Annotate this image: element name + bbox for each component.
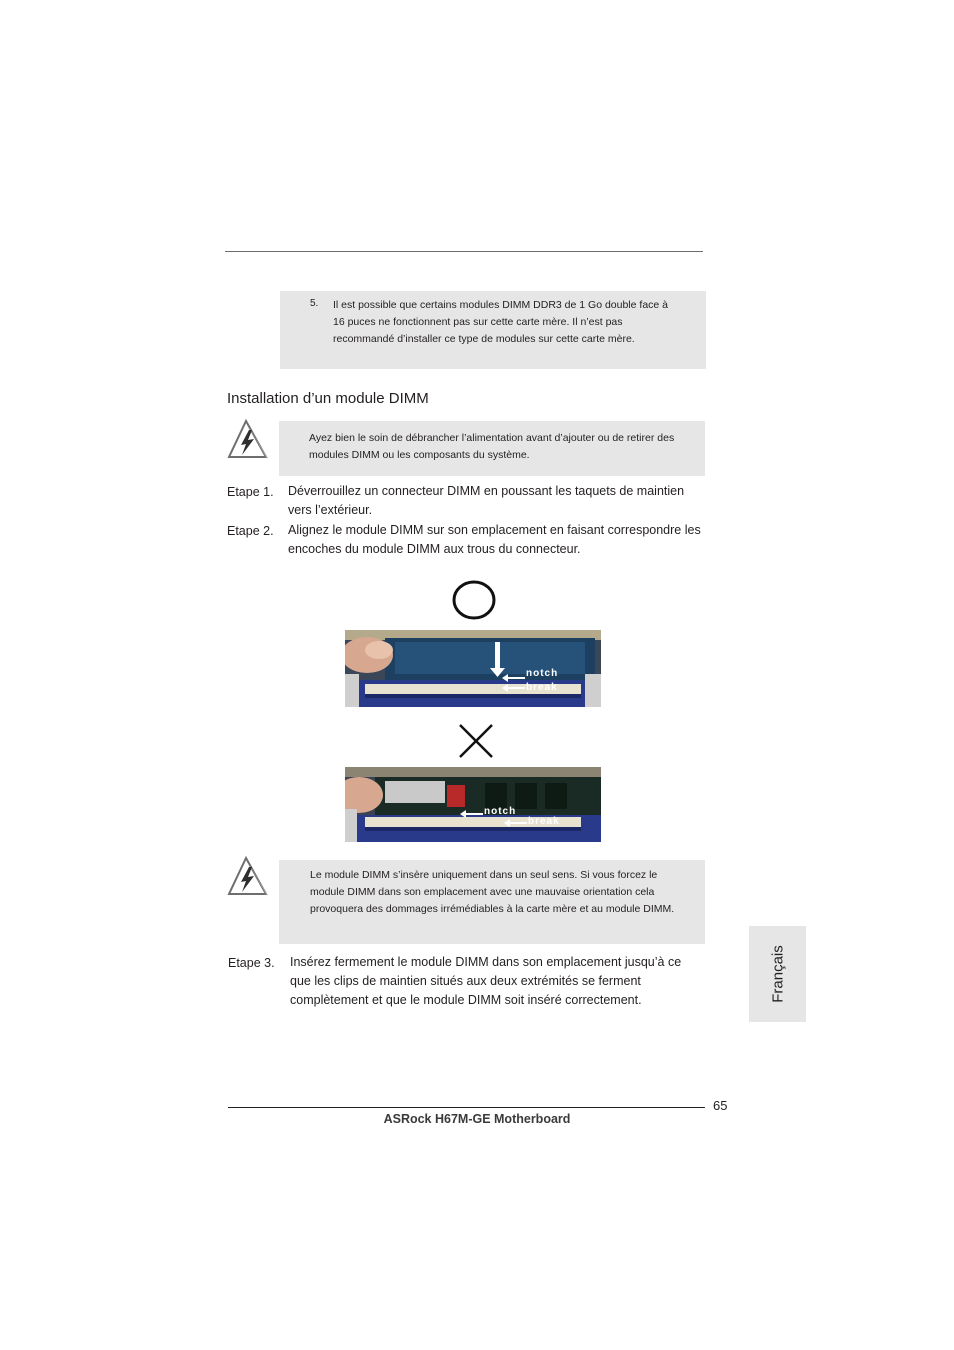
step-1-label: Etape 1. (227, 485, 274, 499)
top-rule (225, 251, 703, 252)
step-1-text: Déverrouillez un connecteur DIMM en poussant les taquets de maintien vers l’extérieur. (288, 484, 685, 517)
language-tab (749, 926, 806, 1022)
warning-icon (226, 419, 268, 459)
warning-1-box (279, 421, 705, 476)
warning-2-text: Le module DIMM s’insère uniquement dans un seul sens. Si vous forcez le module DIMM dans son emplacement avec une mauvaise orientation cela provoquera des dommages irrémédiables à la carte mère et au module DIMM. (310, 869, 675, 915)
language-tab-label: Français (769, 945, 786, 1003)
dimm-correct-illustration (345, 630, 601, 707)
break-label: break (526, 682, 558, 693)
step-2-text: Alignez le module DIMM sur son emplacement en faisant correspondre les encoches du module DIMM aux trous du connecteur. (288, 523, 701, 556)
dimm-wrong-illustration (345, 767, 601, 842)
note-number: 5. (310, 298, 319, 309)
dimm-correct-photo (345, 630, 601, 707)
step-3-label: Etape 3. (228, 956, 275, 970)
note-text: Il est possible que certains modules DIMM DDR3 de 1 Go double face à 16 puces ne fonctionnent pas sur cette carte mère. Il n’est pas recommandé d’installer ce type de modules sur cette carte mère. (333, 299, 669, 345)
note-5-box (280, 291, 706, 369)
correct-circle-icon (450, 578, 498, 622)
break-label: break (528, 816, 560, 827)
dimm-wrong-photo (345, 767, 601, 842)
notch-label: notch (484, 806, 517, 817)
warning-2-box (279, 860, 705, 944)
footer-title: ASRock H67M-GE Motherboard (383, 1112, 571, 1126)
step-2-label: Etape 2. (227, 524, 274, 538)
step-3-text: Insérez fermement le module DIMM dans son emplacement jusqu’à ce que les clips de maintien situés aux deux extrémités se ferment complètement et que le module DIMM soit inséré correctement. (290, 955, 682, 1007)
wrong-cross-icon (456, 721, 496, 761)
warning-1-text: Ayez bien le soin de débrancher l’alimentation avant d’ajouter ou de retirer des modules DIMM ou les composants du système. (309, 432, 675, 461)
bottom-rule (228, 1107, 705, 1108)
warning-icon (226, 856, 268, 896)
notch-label: notch (526, 668, 559, 679)
page-number: 65 (713, 1098, 728, 1113)
section-title: Installation d’un module DIMM (227, 390, 429, 407)
